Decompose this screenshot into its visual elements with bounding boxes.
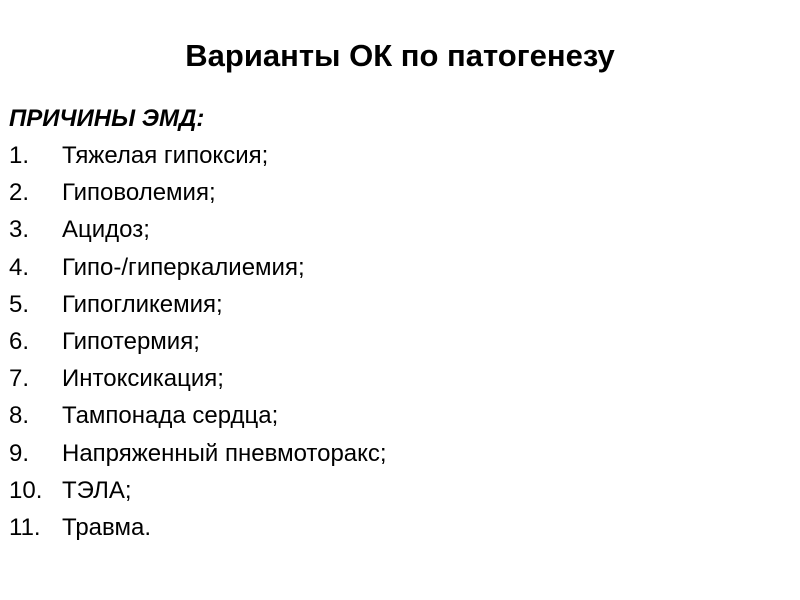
list-item bbox=[9, 211, 789, 248]
list-item-number: 11. bbox=[9, 514, 41, 542]
list-item-number: 10. bbox=[9, 476, 43, 504]
list-item bbox=[9, 174, 789, 211]
list-item bbox=[9, 323, 789, 360]
list-item bbox=[9, 397, 789, 434]
list-item-text: Гипогликемия; bbox=[62, 290, 223, 318]
list-item-number: 4. bbox=[9, 253, 30, 281]
list-item bbox=[9, 137, 789, 174]
list-item-text: ТЭЛА; bbox=[62, 476, 132, 504]
list-item-text: Напряженный пневмоторакс; bbox=[62, 439, 387, 467]
list-item bbox=[9, 472, 789, 509]
list-item-text: Тампонада сердца; bbox=[62, 402, 279, 430]
list-item bbox=[9, 286, 789, 323]
list-item-number: 9. bbox=[9, 439, 30, 467]
list-item-text: Тяжелая гипоксия; bbox=[62, 142, 269, 169]
list-item-text: Гипотермия; bbox=[62, 328, 200, 356]
list-item-number: 3. bbox=[9, 216, 30, 244]
list-item bbox=[9, 249, 789, 286]
list-item-number: 5. bbox=[9, 290, 30, 318]
slide-content bbox=[9, 100, 789, 546]
list-item-text: Травма. bbox=[62, 514, 152, 542]
list-item bbox=[9, 509, 789, 546]
list-item-number: 8. bbox=[9, 402, 30, 430]
causes-list bbox=[9, 137, 789, 546]
list-item-text: Ацидоз; bbox=[62, 216, 150, 244]
list-item-text: Интоксикация; bbox=[62, 365, 224, 393]
list-item bbox=[9, 435, 789, 472]
list-item-number: 1. bbox=[9, 142, 30, 169]
list-item-text: Гиповолемия; bbox=[62, 179, 216, 207]
list-item-number: 7. bbox=[9, 365, 30, 393]
list-item bbox=[9, 360, 789, 397]
list-item-number: 6. bbox=[9, 328, 30, 356]
slide-title: Варианты ОК по патогенезу bbox=[185, 38, 615, 73]
list-item-text: Гипо-/гиперкалиемия; bbox=[62, 253, 305, 281]
list-item-number: 2. bbox=[9, 179, 30, 207]
section-heading: ПРИЧИНЫ ЭМД: bbox=[9, 105, 205, 132]
